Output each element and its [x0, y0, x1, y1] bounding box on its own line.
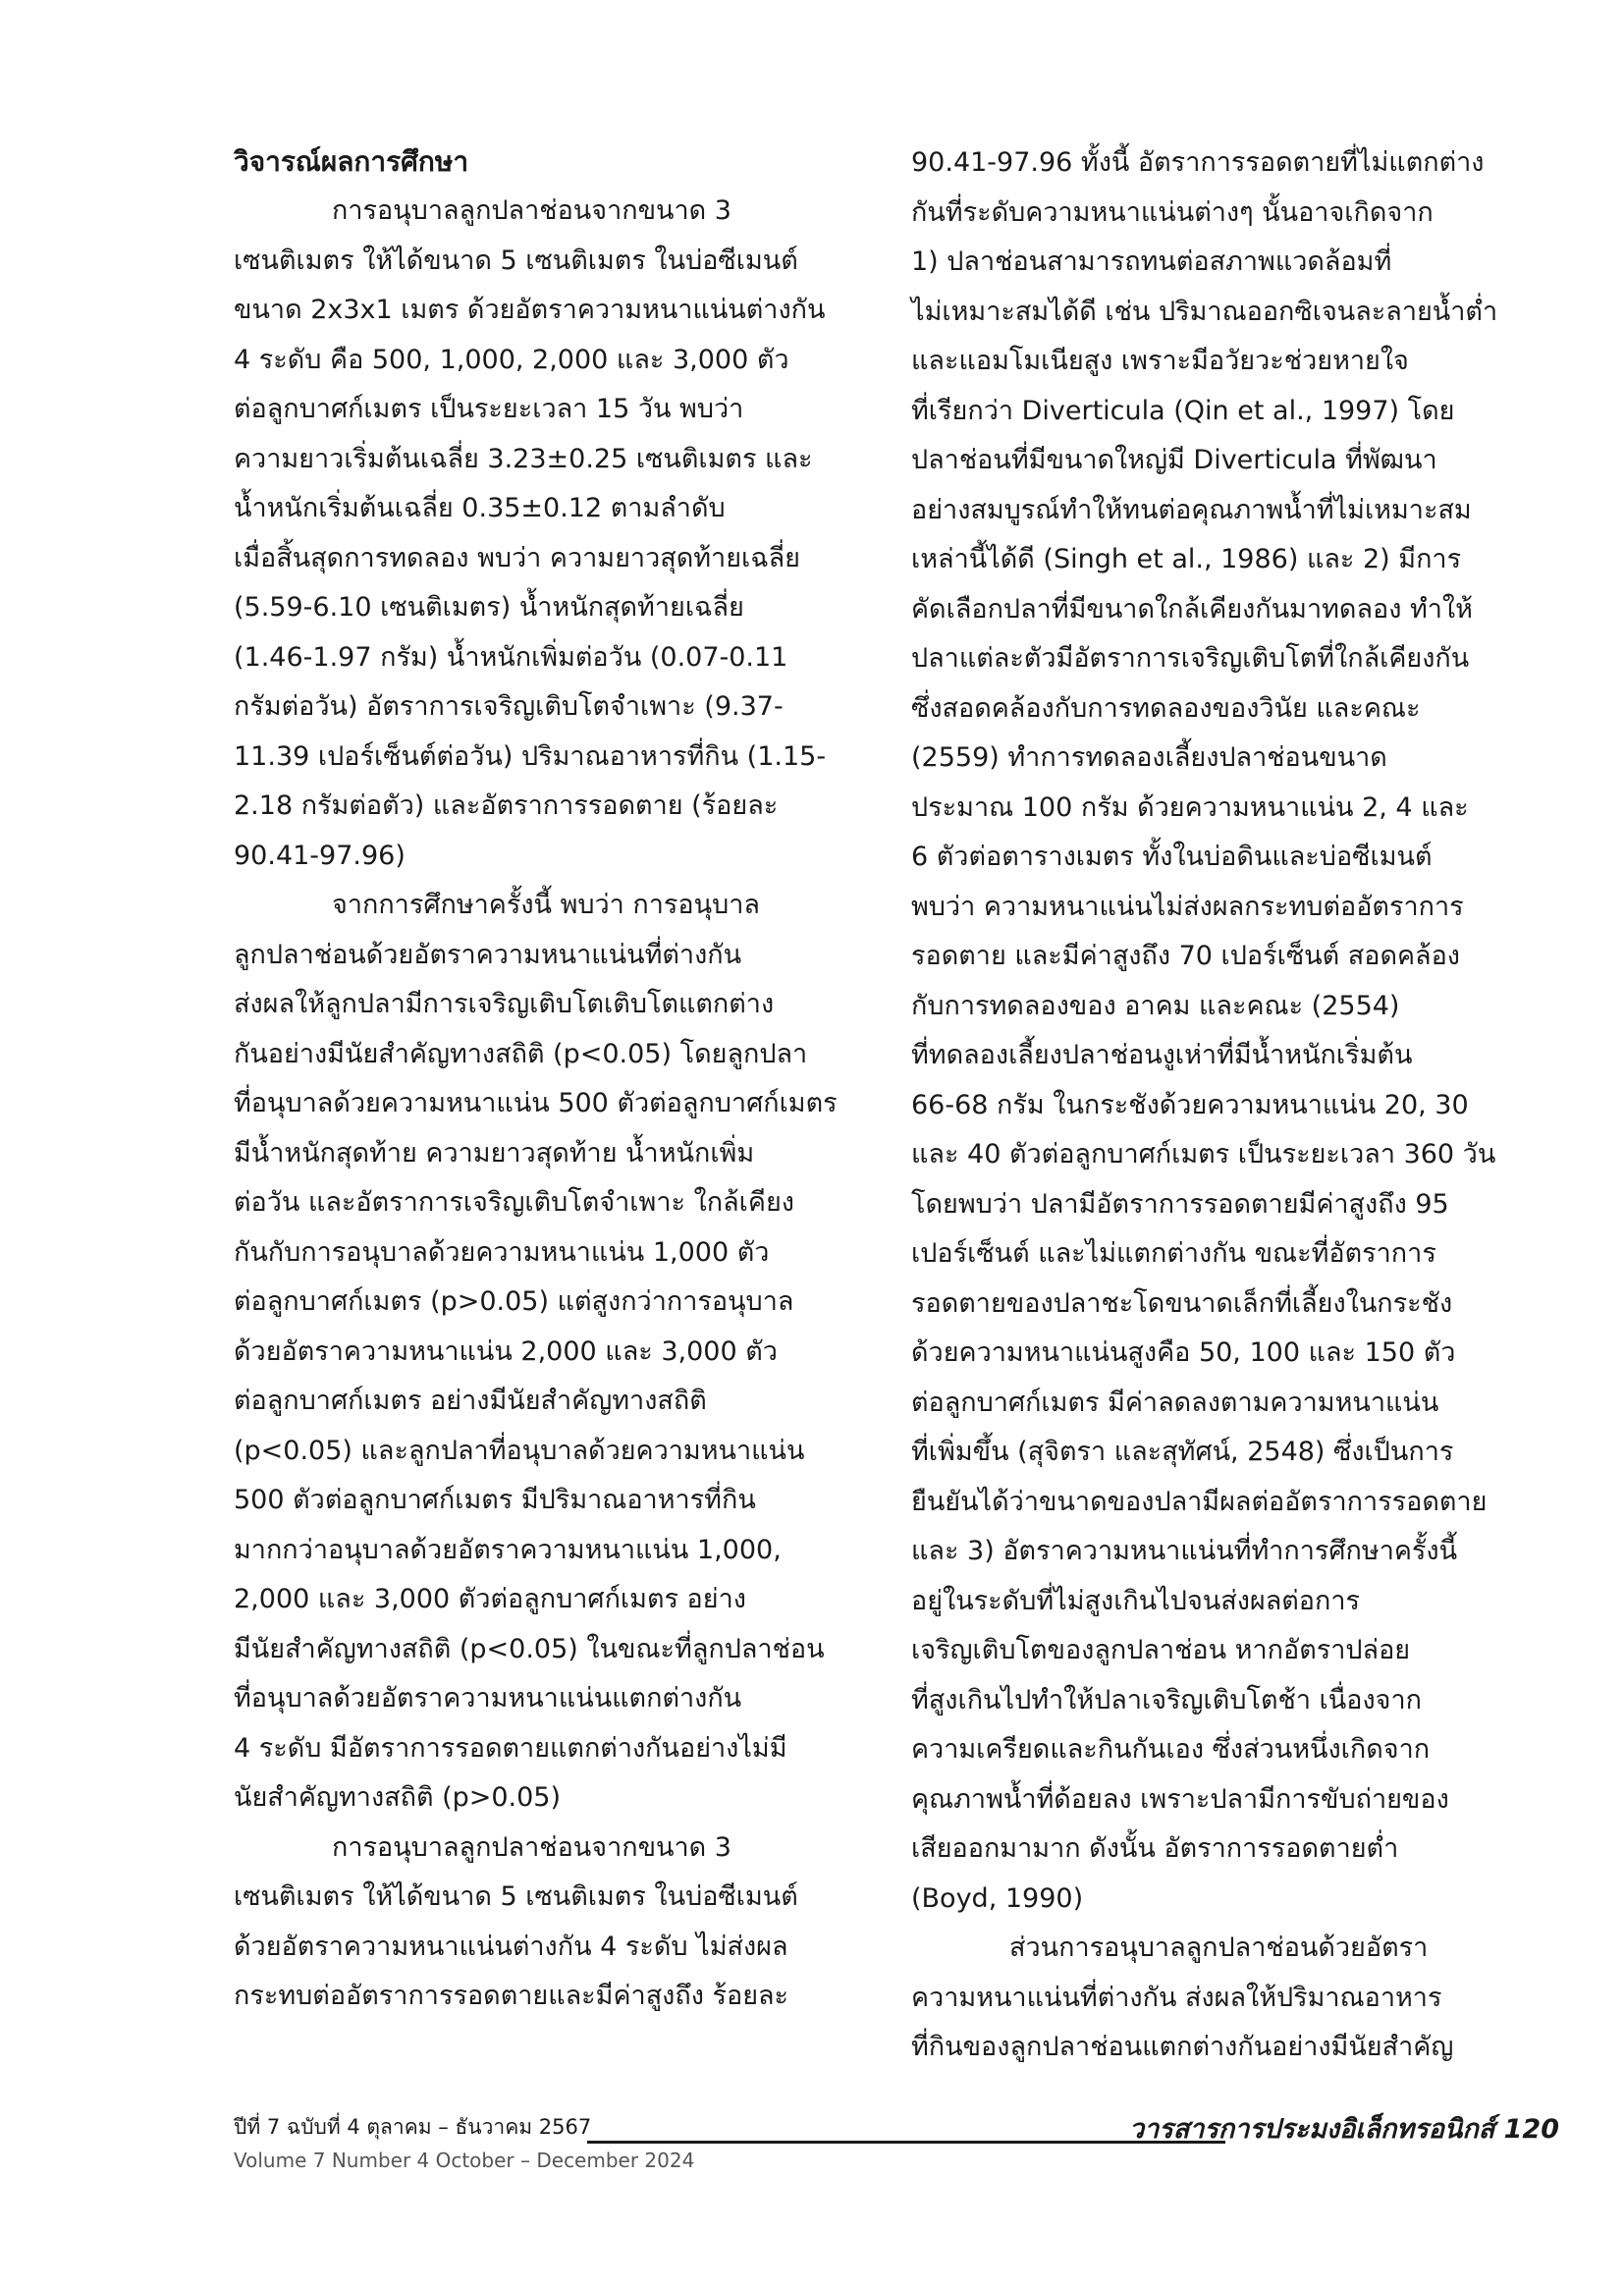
text-line: 66-68 กรัม ในกระชังด้วยความหนาแน่น 20, 30 [911, 1089, 1469, 1120]
text-line: เปอร์เซ็นต์ และไม่แตกต่างกัน ขณะที่อัตราการ [911, 1238, 1436, 1269]
text-line: เจริญเติบโตของลูกปลาช่อน หากอัตราปล่อย [911, 1635, 1411, 1665]
text-line: ด้วยอัตราความหนาแน่น 2,000 และ 3,000 ตัว [234, 1335, 778, 1367]
text-line: เสียออกมามาก ดังนั้น อัตราการรอดตายต่ำ [911, 1833, 1399, 1864]
text-line: ต่อลูกบาศก์เมตร มีค่าลดลงตามความหนาแน่น [911, 1387, 1439, 1418]
text-line: ที่สูงเกินไปทำให้ปลาเจริญเติบโตช้า เนื่องจาก [911, 1684, 1422, 1715]
section-heading: วิจารณ์ผลการศึกษา [234, 145, 469, 178]
text-line: ความเครียดและกินกันเอง ซึ่งส่วนหนึ่งเกิดจาก [911, 1734, 1431, 1765]
issue-thai: ปีที่ 7 ฉบับที่ 4 ตุลาคม – ธันวาคม 2567 [234, 2115, 592, 2139]
text-line: 2,000 และ 3,000 ตัวต่อลูกบาศก์เมตร อย่าง [234, 1584, 746, 1614]
text-line: (5.59-6.10 เซนติเมตร) น้ำหนักสุดท้ายเฉลี่ย [234, 592, 744, 623]
text-line: การอนุบาลลูกปลาช่อนจากขนาด 3 [332, 1831, 731, 1863]
text-line: เหล่านี้ได้ดี (Singh et al., 1986) และ 2) มีการ [911, 544, 1462, 574]
text-line: กันกับการอนุบาลด้วยความหนาแน่น 1,000 ตัว [234, 1236, 770, 1268]
text-line: ที่อนุบาลด้วยความหนาแน่น 500 ตัวต่อลูกบาศก์เมตร [234, 1088, 838, 1118]
text-line: และ 3) อัตราความหนาแน่นที่ทำการศึกษาครั้งนี้ [911, 1536, 1458, 1566]
text-line: ขนาด 2x3x1 เมตร ด้วยอัตราความหนาแน่นต่างกัน [234, 295, 826, 325]
text-line: การอนุบาลลูกปลาช่อนจากขนาด 3 [332, 195, 731, 226]
text-line: ต่อวัน และอัตราการเจริญเติบโตจำเพาะ ใกล้เคียง [234, 1187, 794, 1218]
text-line: เซนติเมตร ให้ได้ขนาด 5 เซนติเมตร ในบ่อซีเมนต์ [234, 1881, 798, 1912]
text-line: (2559) ทำการทดลองเลี้ยงปลาช่อนขนาด [911, 742, 1387, 773]
page-number: 120 [1503, 2114, 1559, 2145]
text-line: ส่งผลให้ลูกปลามีการเจริญเติบโตเติบโตแตกต่าง [234, 989, 775, 1019]
journal-title [1129, 2107, 1559, 2150]
text-line: ต่อลูกบาศก์เมตร (p>0.05) แต่สูงกว่าการอนุบาล [234, 1286, 794, 1317]
text-line: คุณภาพน้ำที่ด้อยลง เพราะปลามีการขับถ่ายของ [911, 1783, 1449, 1815]
text-line: รอดตายของปลาชะโดขนาดเล็กที่เลี้ยงในกระชัง [911, 1287, 1453, 1319]
text-line: และ 40 ตัวต่อลูกบาศก์เมตร เป็นระยะเวลา 360 วัน [911, 1139, 1496, 1170]
text-line: รอดตาย และมีค่าสูงถึง 70 เปอร์เซ็นต์ สอดคล้อง [911, 941, 1460, 971]
text-line: มากกว่าอนุบาลด้วยอัตราความหนาแน่น 1,000, [234, 1534, 782, 1565]
text-line: 500 ตัวต่อลูกบาศก์เมตร มีปริมาณอาหารที่กิน [234, 1485, 756, 1515]
text-line: ที่เรียกว่า Diverticula (Qin et al., 1997) โดย [911, 395, 1455, 426]
text-line: กระทบต่ออัตราการรอดตายและมีค่าสูงถึง ร้อยละ [234, 1981, 789, 2011]
left-column [234, 137, 838, 2022]
text-line: เมื่อสิ้นสุดการทดลอง พบว่า ความยาวสุดท้ายเฉลี่ย [234, 542, 801, 573]
text-line: ที่เพิ่มขึ้น (สุจิตรา และสุทัศน์, 2548) ซึ่งเป็นการ [911, 1437, 1454, 1467]
text-line: น้ำหนักเริ่มต้นเฉลี่ย 0.35±0.12 ตามลำดับ [234, 493, 726, 523]
text-line: ส่วนการอนุบาลลูกปลาช่อนด้วยอัตรา [1009, 1932, 1429, 1963]
paragraph-1 [234, 187, 827, 881]
text-line: (1.46-1.97 กรัม) น้ำหนักเพิ่มต่อวัน (0.07-0.11 [234, 641, 788, 673]
text-line: 90.41-97.96) [234, 840, 406, 871]
issue-english: Volume 7 Number 4 October – December 2024 [234, 2149, 695, 2172]
text-line: 6 ตัวต่อตารางเมตร ทั้งในบ่อดินและบ่อซีเมนต์ [911, 842, 1433, 872]
text-line: โดยพบว่า ปลามีอัตราการรอดตายมีค่าสูงถึง 95 [911, 1188, 1449, 1220]
text-line: อยู่ในระดับที่ไม่สูงเกินไปจนส่งผลต่อการ [911, 1585, 1361, 1616]
text-line: ลูกปลาช่อนด้วยอัตราความหนาแน่นที่ต่างกัน [234, 939, 742, 970]
text-line: คัดเลือกปลาที่มีขนาดใกล้เคียงกันมาทดลอง ทำให้ [911, 593, 1473, 625]
text-line: มีนัยสำคัญทางสถิติ (p<0.05) ในขณะที่ลูกปลาช่อน [234, 1633, 825, 1664]
page-footer [234, 2111, 1559, 2172]
text-line: ความหนาแน่นที่ต่างกัน ส่งผลให้ปริมาณอาหาร [911, 1982, 1442, 2013]
paragraph-3 [234, 1823, 813, 2022]
text-line: และแอมโมเนียสูง เพราะมีอวัยวะช่วยหายใจ [911, 346, 1409, 376]
text-line: ต่อลูกบาศก์เมตร เป็นระยะเวลา 15 วัน พบว่า [234, 394, 744, 424]
text-line: 90.41-97.96 ทั้งนี้ อัตราการรอดตายที่ไม่แตกต่าง [911, 147, 1485, 178]
text-line: มีน้ำหนักสุดท้าย ความยาวสุดท้าย น้ำหนักเพิ่ม [234, 1137, 755, 1169]
text-line: 2.18 กรัมต่อตัว) และอัตราการรอดตาย (ร้อยละ [234, 790, 779, 821]
text-line: 4 ระดับ คือ 500, 1,000, 2,000 และ 3,000 ตัว [234, 344, 789, 375]
text-line: จากการศึกษาครั้งนี้ พบว่า การอนุบาล [332, 890, 760, 920]
paragraph-2 [234, 881, 838, 1823]
text-line: ที่กินของลูกปลาช่อนแตกต่างกันอย่างมีนัยสำคัญ [911, 2032, 1454, 2062]
text-line: ด้วยความหนาแน่นสูงคือ 50, 100 และ 150 ตัว [911, 1337, 1456, 1368]
text-line: ที่อนุบาลด้วยอัตราความหนาแน่นแตกต่างกัน [234, 1683, 742, 1714]
text-line: กรัมต่อวัน) อัตราการเจริญเติบโตจำเพาะ (9.37- [234, 691, 784, 722]
text-line: ซึ่งสอดคล้องกับการทดลองของวินัย และคณะ [911, 692, 1421, 724]
text-line: 4 ระดับ มีอัตราการรอดตายแตกต่างกันอย่างไม่มี [234, 1732, 787, 1764]
text-line: ประมาณ 100 กรัม ด้วยความหนาแน่น 2, 4 และ [911, 791, 1469, 823]
text-line: นัยสำคัญทางสถิติ (p>0.05) [234, 1782, 562, 1813]
paragraph-4 [911, 138, 1498, 1924]
text-line: พบว่า ความหนาแน่นไม่ส่งผลกระทบต่ออัตราการ [911, 891, 1464, 922]
text-line: อย่างสมบูรณ์ทำให้ทนต่อคุณภาพน้ำที่ไม่เหมาะสม [911, 494, 1472, 525]
text-line: ด้วยอัตราความหนาแน่นต่างกัน 4 ระดับ ไม่ส่งผล [234, 1931, 788, 1962]
text-line: กันอย่างมีนัยสำคัญทางสถิติ (p<0.05) โดยลูกปลา [234, 1038, 808, 1069]
right-column [911, 138, 1498, 2073]
text-line: 11.39 เปอร์เซ็นต์ต่อวัน) ปริมาณอาหารที่กิน (1.15- [234, 740, 827, 772]
text-line: ยืนยันได้ว่าขนาดของปลามีผลต่ออัตราการรอดตาย [911, 1486, 1488, 1517]
text-line: (Boyd, 1990) [911, 1882, 1084, 1914]
text-line: ปลาช่อนที่มีขนาดใหญ่มี Diverticula ที่พัฒนา [911, 445, 1437, 475]
text-line: ที่ทดลองเลี้ยงปลาช่อนงูเห่าที่มีน้ำหนักเริ่มต้น [911, 1040, 1413, 1070]
text-line: ต่อลูกบาศก์เมตร อย่างมีนัยสำคัญทางสถิติ [234, 1386, 707, 1416]
text-line: ความยาวเริ่มต้นเฉลี่ย 3.23±0.25 เซนติเมตร และ [234, 443, 813, 474]
paragraph-5 [911, 1924, 1490, 2073]
text-line: (p<0.05) และลูกปลาที่อนุบาลด้วยความหนาแน่น [234, 1435, 805, 1466]
text-line: กันที่ระดับความหนาแน่นต่างๆ นั้นอาจเกิดจาก [911, 196, 1434, 228]
text-line: 1) ปลาช่อนสามารถทนต่อสภาพแวดล้อมที่ [911, 246, 1392, 277]
text-line: ปลาแต่ละตัวมีอัตราการเจริญเติบโตที่ใกล้เคียงกัน [911, 643, 1470, 674]
text-line: ไม่เหมาะสมได้ดี เช่น ปริมาณออกซิเจนละลายน้ำต่ำ [911, 296, 1498, 327]
text-line: เซนติเมตร ให้ได้ขนาด 5 เซนติเมตร ในบ่อซีเมนต์ [234, 245, 798, 276]
journal-name: วารสารการประมงอิเล็กทรอนิกส์ [1128, 2114, 1495, 2145]
text-line: กับการทดลองของ อาคม และคณะ (2554) [911, 990, 1400, 1021]
